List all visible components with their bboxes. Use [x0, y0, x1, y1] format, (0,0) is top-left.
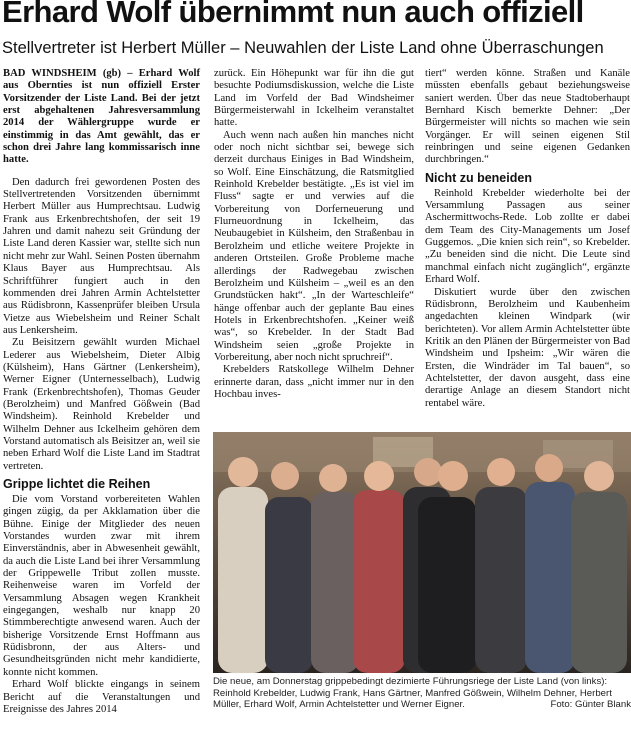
- paragraph: Diskutiert wurde über den zwischen Rüdisbronn, Berolzheim und Kaubenheim angedachten kleinen Windpark (wir berichteten). Vor allem Armin Achtelstetter übte Kritik an den Plänen der Bürgermeister von Bad Windsheim und Ipsheim: „Wir wären die Ersten, die Windräder im Tal bauen“, so Achtelstetter, der davon ausgeht, dass eine derartige Anlage an diesem Standort nicht rentabel wäre.: [425, 286, 630, 409]
- section-heading-grippe: Grippe lichtet die Reihen: [3, 477, 151, 491]
- headline: Erhard Wolf übernimmt nun auch offiziell: [2, 0, 584, 29]
- lead-paragraph: BAD WINDSHEIM (gb) – Erhard Wolf aus Obernties ist nun offiziell Erster Vorsitzender der Liste Land. Bei der jetzt erst abgehaltenen Jahresversammlung 2014 der Wählergruppe wurde er einstimmig in das Amt gewählt, das er schon drei Jahre lang kommissarisch inne hatte.: [3, 68, 200, 166]
- photo-caption: [213, 676, 631, 711]
- group-photo-illustration: [213, 432, 631, 673]
- section-heading-beneiden: Nicht zu beneiden: [425, 170, 532, 185]
- paragraph: Krebelders Ratskollege Wilhelm Dehner erinnerte daran, dass „nicht immer nur in den Hochbau inves-: [214, 364, 414, 400]
- paragraph: Die vom Vorstand vorbereiteten Wahlen gingen zügig, da per Akklamation über die Bühne. Einige der Mitglieder des neuen Vorstandes wurden zwar mit ihrem Einverständnis, aber in Abwesenheit gewählt, da auch die Liste Land bei ihrer Versammlung der Grippewelle Tribut zollen musste. Reihenweise waren im Vorfeld der Versammlung Absagen wegen Krankheit eingegangen, weshalb nur knapp 20 Stimmberechtigte anwesend waren. Auch der bisherige Vorsitzende Ernst Hoffmann aus Rüdisbronn, der aus Alters- und Gesundheitsgründen nicht mehr kandidierte, konnte nicht kommen.: [3, 494, 200, 678]
- paragraph: Reinhold Krebelder wiederholte bei der Versammlung Passagen aus seiner Aschermittwochs-Rede. Lob zollte er dabei dem Team des City-Managements um Josef Guggemos. „Die knien sich rein“, so Krebelder. „Zu beneiden sind die nicht. Die Leute sind manchmal einfach nicht zugänglich“, ergänzte Erhard Wolf.: [425, 187, 630, 286]
- paragraph: Erhard Wolf blickte eingangs in seinem Bericht auf die Veranstaltungen und Ereignisse des Jahres 2014: [3, 679, 200, 715]
- paragraph: tiert“ werden könne. Straßen und Kanäle müssten ebenfalls gebaut beziehungsweise saniert werden. Über das neue Stadtoberhaupt Bernhard Kisch bemerkte Dehner: „Der Bürgermeister will nichts so machen wie sein Vorgänger. Er will seinen eigenen Stil reinbringen und seine eigenen Gedanken durchbringen.“: [425, 68, 630, 166]
- paragraph: zurück. Ein Höhepunkt war für ihn die gut besuchte Podiumsdiskussion, welche die Liste Land im Vorfeld der Bad Windsheimer Bürgermeisterwahl in Ickelheim veranstaltet hatte.: [214, 68, 414, 129]
- group-photo: [213, 432, 631, 673]
- photo-credit: Foto: Günter Blank: [550, 699, 631, 710]
- article-column-1: [3, 68, 200, 716]
- article-column-3: [425, 68, 630, 410]
- article-column-2: [214, 68, 414, 401]
- paragraph: Den dadurch frei gewordenen Posten des Stellvertretenden Vorsitzenden übernimmt Herbert Müller aus Humprechtsau. Ludwig Frank aus Erkenbrechtshofen, der seit 19 Jahren und damit nahezu seit Gründung der Liste Land deren Kassier war, stellte sich nun nicht mehr zur Wahl. Seinen Posten übernahm Klaus Bayer aus Humprechtsau. Als Schriftführer fungiert auch in den kommenden drei Jahren Armin Achtelstetter aus Rüdisbronn, Kassenprüfer bleiben Ursula Vietze aus Wiebelsheim und Reiner Schalt aus Lenkersheim.: [3, 176, 200, 336]
- paragraph: Auch wenn nach außen hin manches nicht oder noch nicht sichtbar sei, bewege sich derzeit durchaus Einiges in Bad Windsheim, so Wolf. Eine Einschätzung, die Ratsmitglied Reinhold Krebelder bestätigte. „Es ist viel im Fluss“ sagte er und verwies auf die Vorbereitung von Dorferneuerung und Flurneuordnung in Ickelheim, das Neubaugebiet in Külsheim, den Straßenbau in Berolzheim und etliche weitere Projekte in anderen Ortsteilen. Große Probleme mache allerdings der Radwegebau zwischen Berolzheim und Külsheim – „weil es an den Grundstücken hakt“. „In der Warteschleife“ hänge offenbar auch der geplante Bau eines Hotels in Erkenbrechtshofen. „Keiner weiß was“, so Krebelder. In der Stadt Bad Windsheim seien „große Projekte in Vorbereitung, aber noch nicht spruchreif“.: [214, 129, 414, 363]
- photo-caption-text: Die neue, am Donnerstag grippebedingt dezimierte Führungsriege der Liste Land (von links): Reinhold Krebelder, Ludwig Frank, Hans Gärtner, Manfred Gößwein, Wilhelm Dehner, Herbert Müller, Erhard Wolf, Armin Achtelstetter und Werner Eigner.: [213, 676, 612, 710]
- subheadline: Stellvertreter ist Herbert Müller – Neuwahlen der Liste Land ohne Überraschungen: [2, 39, 604, 57]
- paragraph: Zu Beisitzern gewählt wurden Michael Lederer aus Wiebelsheim, Dieter Albig (Külsheim), Hans Gärtner (Lenkersheim), Werner Eigner (Unternesselbach), Ludwig Frank (Erkenbrechtshofen), Thomas Geuder (Berolzheim) und Manfred Gößwein (Bad Windsheim). Reinhold Krebelder und Wilhelm Dehner aus Ickelheim gehören dem Vorstand automatisch als Beisitzer an, weil sie neben Erhard Wolf die Liste Land im Stadtrat vertreten.: [3, 337, 200, 472]
